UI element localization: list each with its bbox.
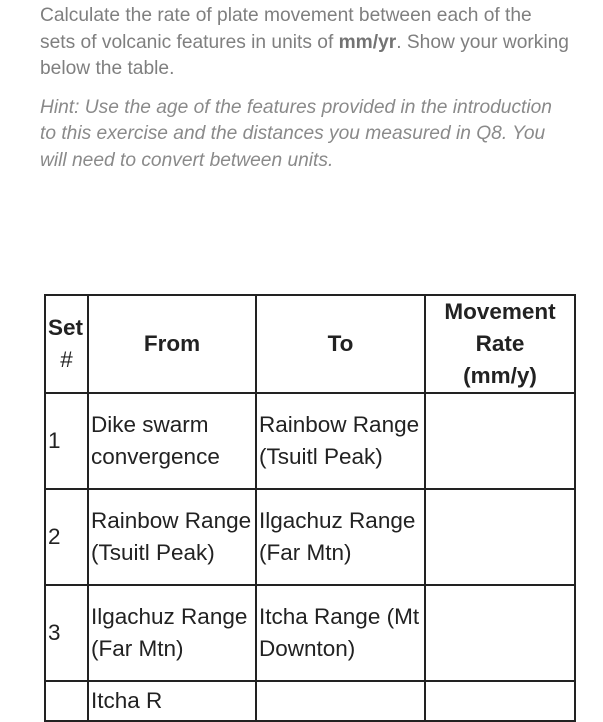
table-row — [45, 489, 575, 585]
movement-rate-cell[interactable] — [425, 681, 575, 721]
table-row-partial — [45, 681, 575, 721]
header-movement-rate — [425, 295, 575, 393]
instructions-text-part2: . Show your working below the table. — [40, 31, 569, 79]
movement-rate-cell[interactable] — [425, 393, 575, 489]
header-rate-line3: (mm/y) — [463, 363, 537, 388]
to-cell: Itcha Range (Mt Downton) — [256, 585, 425, 681]
header-number-sign: # — [60, 347, 73, 372]
instructions-text-part1: Calculate the rate of plate movement between each of the sets of volcanic features in units of — [40, 5, 532, 53]
from-cell — [88, 681, 256, 721]
question-instructions — [40, 3, 570, 83]
hint-text: Hint: Use the age of the features provided in the introduction to this exercise and the distances you measured in Q8. You will need to convert between units. — [40, 97, 552, 171]
movement-rate-cell[interactable] — [425, 585, 575, 681]
plate-movement-table — [44, 294, 576, 722]
to-cell: Ilgachuz Range (Far Mtn) — [256, 489, 425, 585]
header-set-number — [45, 295, 88, 393]
header-to: To — [256, 295, 425, 393]
table-row — [45, 585, 575, 681]
set-number-cell: 1 — [45, 393, 88, 489]
from-cell-text: Itcha R — [91, 688, 163, 713]
set-number-cell: 3 — [45, 585, 88, 681]
table-row — [45, 393, 575, 489]
movement-rate-cell[interactable] — [425, 489, 575, 585]
set-number-cell: 2 — [45, 489, 88, 585]
set-number-cell — [45, 681, 88, 721]
from-cell: Dike swarm convergence — [88, 393, 256, 489]
to-cell — [256, 681, 425, 721]
header-from: From — [88, 295, 256, 393]
table-header-row — [45, 295, 575, 393]
from-cell: Ilgachuz Range (Far Mtn) — [88, 585, 256, 681]
header-set-label: Set — [48, 315, 84, 340]
header-rate-line2: Rate — [475, 331, 525, 356]
from-cell: Rainbow Range (Tsuitl Peak) — [88, 489, 256, 585]
header-rate-line1: Movement — [444, 299, 556, 324]
unit-emphasis: mm/yr — [338, 31, 397, 53]
to-cell: Rainbow Range (Tsuitl Peak) — [256, 393, 425, 489]
